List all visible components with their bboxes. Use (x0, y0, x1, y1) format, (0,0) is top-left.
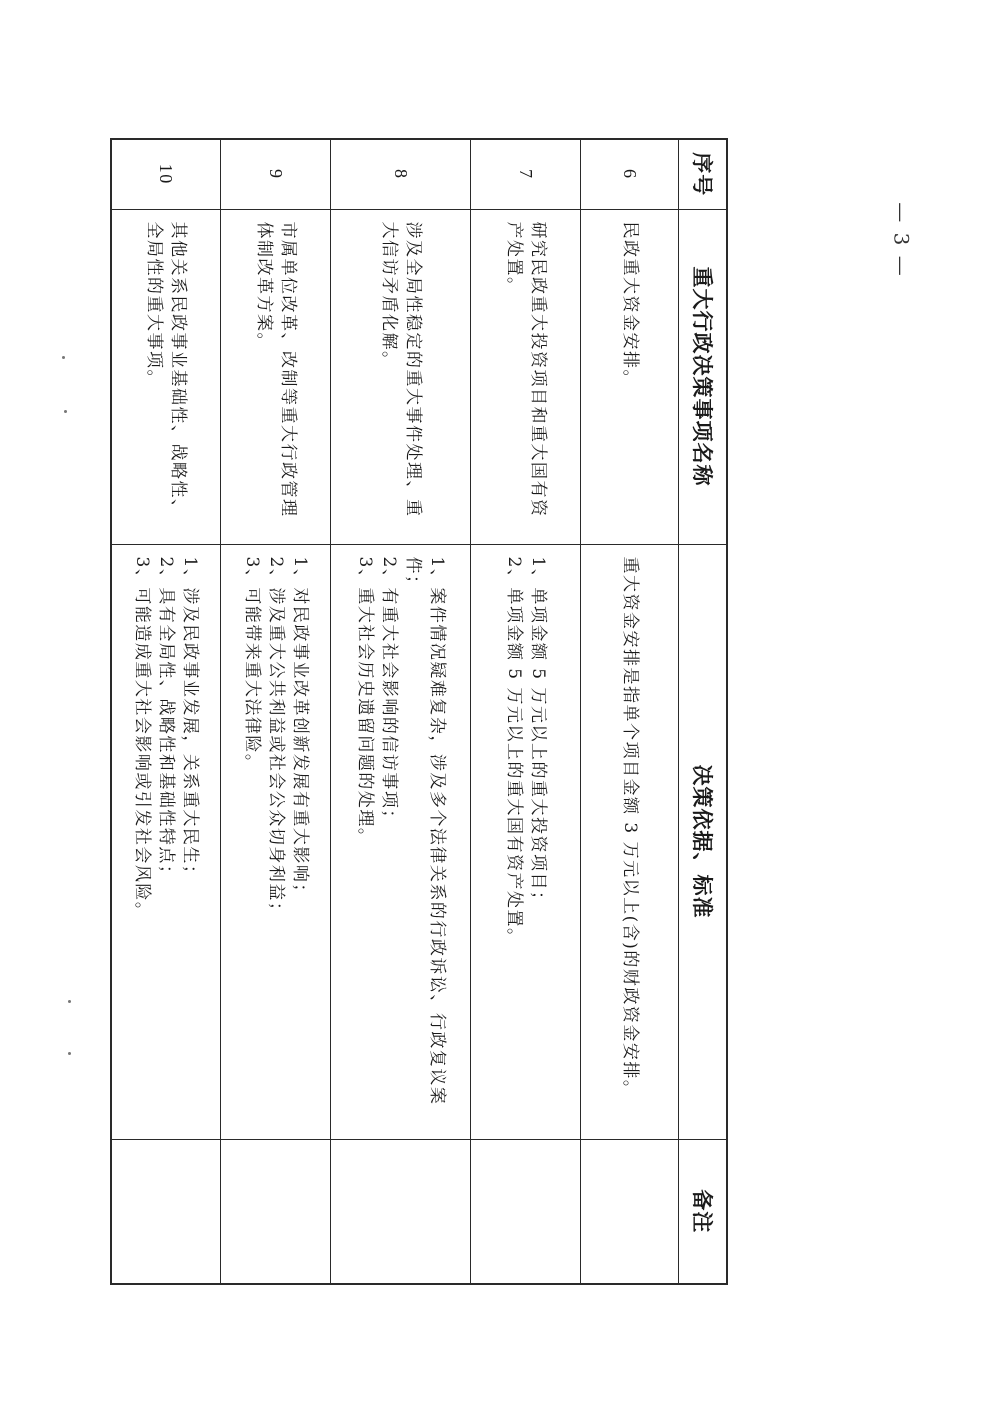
row-item-name: 涉及全局性稳定的重大事件处理、重大信访矛盾化解。 (331, 209, 471, 544)
row-index: 9 (221, 139, 331, 209)
scan-speck (68, 1000, 71, 1003)
row-remark (221, 1139, 331, 1284)
row-remark (331, 1139, 471, 1284)
scan-speck (68, 1052, 71, 1055)
page-number-text: — 3 — (890, 202, 915, 278)
standard-line: 1、涉及民政事业发展，关系重大民生； (180, 556, 201, 884)
standard-line: 1、单项金额 5 万元以上的重大投资项目； (528, 556, 548, 910)
header-standard: 决策依据、标准 (679, 544, 727, 1139)
header-index: 序号 (679, 139, 727, 209)
row-remark (471, 1139, 581, 1284)
row-standard (471, 544, 581, 1139)
standard-line: 3、重大社会历史遗留问题的处理。 (355, 556, 375, 847)
row-item-name: 市属单位改革、改制等重大行政管理体制改革方案。 (221, 209, 331, 544)
scan-speck (62, 356, 65, 359)
decision-table-wrapper (132, 138, 728, 1283)
row-remark (581, 1139, 679, 1284)
table-row (471, 139, 581, 1284)
standard-line: 1、对民政事业改革创新发展有重大影响； (290, 556, 310, 902)
row-standard (111, 544, 221, 1139)
row-item-name: 其他关系民政事业基础性、战略性、全局性的重大事项。 (111, 209, 221, 544)
standard-line: 重大资金安排是指单个项目金额 3 万元以上(含)的财政资金安排。 (620, 556, 640, 1099)
table-row (581, 139, 679, 1284)
row-index: 6 (581, 139, 679, 209)
row-standard (221, 544, 331, 1139)
standard-line: 3、可能带来重大法律险。 (242, 556, 262, 773)
row-item-name: 民政重大资金安排。 (581, 209, 679, 544)
row-item-name: 研究民政重大投资项目和重大国有资产处置。 (471, 209, 581, 544)
row-index: 10 (111, 139, 221, 209)
scan-speck (64, 410, 67, 413)
table-header-row (679, 139, 727, 1284)
table-row (331, 139, 471, 1284)
table-row (111, 139, 221, 1284)
standard-line: 2、有重大社会影响的信访事项； (379, 556, 399, 828)
row-standard (581, 544, 679, 1139)
page-number (880, 200, 924, 280)
row-remark (111, 1139, 221, 1284)
standard-line: 2、单项金额 5 万元以上的重大国有资产处置。 (504, 556, 524, 947)
row-standard (331, 544, 471, 1139)
row-index: 8 (331, 139, 471, 209)
row-index: 7 (471, 139, 581, 209)
standard-line: 1、案件情况疑难复杂，涉及多个法律关系的行政诉讼、行政复议案件； (403, 556, 447, 1106)
table-row (221, 139, 331, 1284)
header-remark: 备注 (679, 1139, 727, 1284)
header-item-name: 重大行政决策事项名称 (679, 209, 727, 544)
standard-line: 3、可能造成重大社会影响或引发社会风险。 (132, 556, 153, 921)
decision-items-table (110, 138, 728, 1285)
standard-line: 2、具有全局性、战略性和基础性特点； (156, 556, 177, 884)
standard-line: 2、涉及重大公共利益或社会公众切身利益； (266, 556, 286, 921)
